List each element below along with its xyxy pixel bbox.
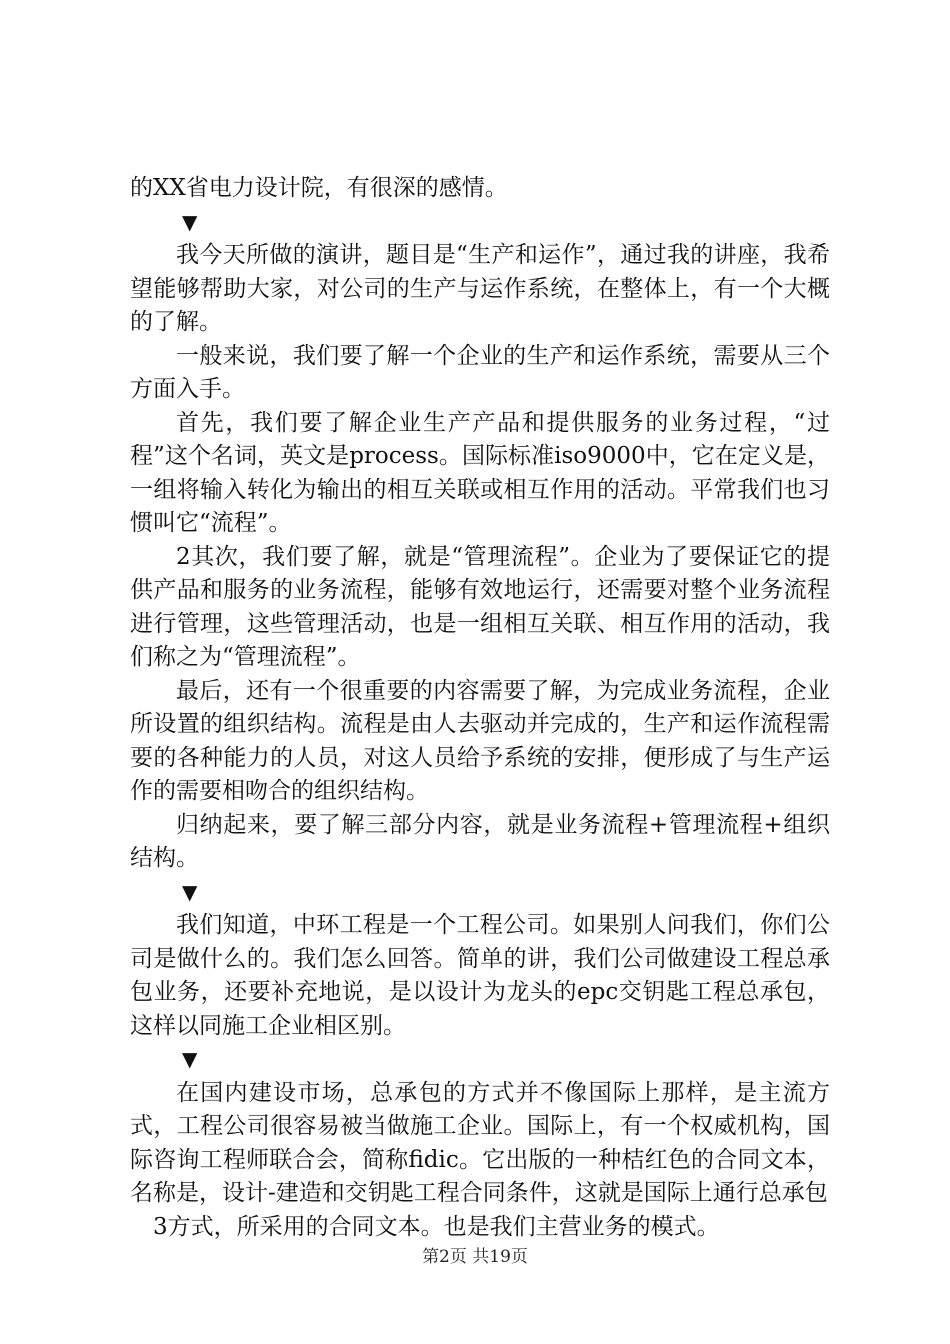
section-marker: ▼	[182, 1047, 198, 1071]
paragraph: 我今天所做的演讲，题目是“生产和运作”，通过我的讲座，我希望能够帮助大家，对公司的生产与运作系统，在整体上，有一个大概的了解。	[130, 242, 830, 335]
paragraph: 的XX省电力设计院，有很深的感情。	[130, 175, 508, 201]
section-marker: ▼	[182, 209, 198, 234]
section-marker: ▼	[182, 879, 198, 904]
paragraph: 一般来说，我们要了解一个企业的生产和运作系统，需要从三个方面入手。	[130, 342, 830, 402]
paragraph: 最后，还有一个很重要的内容需要了解，为完成业务流程，企业所设置的组织结构。流程是由人去驱动并完成的，生产和运作流程需要的各种能力的人员，对这人员给予系统的安排，便形成了与生产运作的需要相吻合的组织结构。	[130, 677, 830, 804]
paragraph: 2其次，我们要了解，就是“管理流程”。企业为了要保证它的提供产品和服务的业务流程，能够有效地运行，还需要对整个业务流程进行管理，这些管理活动，也是一组相互关联、相互作用的活动，我们称之为“管理流程”。	[130, 543, 830, 670]
page-footer: 第2页 共19页	[422, 1247, 528, 1267]
paragraph: 3方式，所采用的合同文本。也是我们主营业务的模式。	[153, 1213, 720, 1240]
document-body	[130, 172, 830, 1244]
paragraph: 在国内建设市场，总承包的方式并不像国际上那样，是主流方式，工程公司很容易被当做施工企业。国际上，有一个权威机构，国际咨询工程师联合会，简称fidic。它出版的一种桔红色的合同文本，名称是，设计-建造和交钥匙工程合同条件，这就是国际上通行总承包	[130, 1079, 830, 1206]
paragraph: 归纳起来，要了解三部分内容，就是业务流程+管理流程+组织结构。	[130, 811, 830, 871]
paragraph: 首先，我们要了解企业生产产品和提供服务的业务过程，“过程”这个名词，英文是process。国际标准iso9000中，它在定义是，一组将输入转化为输出的相互关联或相互作用的活动。平常我们也习惯叫它“流程”。	[130, 409, 830, 536]
paragraph: 我们知道，中环工程是一个工程公司。如果别人问我们，你们公司是做什么的。我们怎么回答。简单的讲，我们公司做建设工程总承包业务，还要补充地说，是以设计为龙头的epc交钥匙工程总承包，这样以同施工企业相区别。	[130, 912, 830, 1039]
